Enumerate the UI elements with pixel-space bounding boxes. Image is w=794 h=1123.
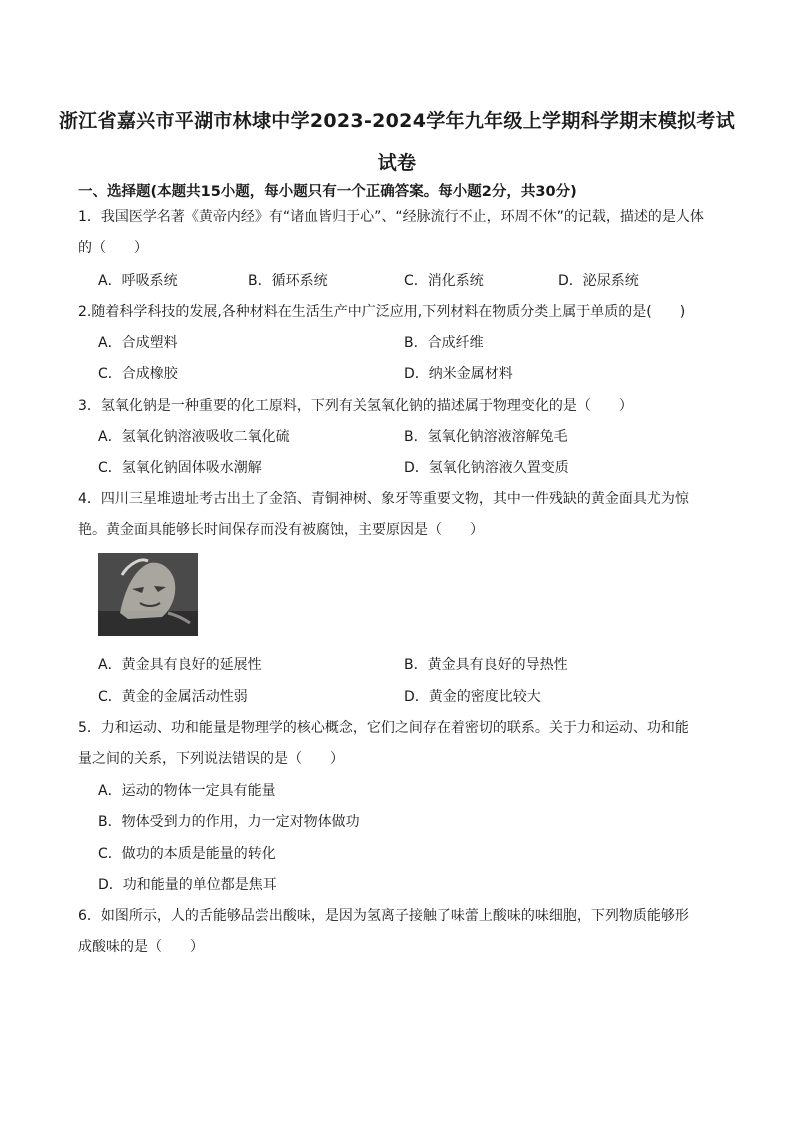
question-4-option-a: A．黄金具有良好的延展性 bbox=[98, 657, 262, 673]
question-1-text: 1．我国医学名著《黄帝内经》有“诸血皆归于心”、“经脉流行不止，环周不休”的记载，描述的是人体 bbox=[78, 209, 704, 225]
question-6-text: 6．如图所示，人的舌能够品尝出酸味，是因为氢离子接触了味蕾上酸味的味细胞，下列物质能够形 bbox=[78, 908, 689, 924]
question-4-option-c: C．黄金的金属活动性弱 bbox=[98, 689, 248, 705]
question-4-text: 4．四川三星堆遗址考古出土了金箔、青铜神树、象牙等重要文物，其中一件残缺的黄金面具尤为惊 bbox=[78, 491, 689, 507]
question-5-option-c: C．做功的本质是能量的转化 bbox=[98, 846, 276, 862]
question-4-option-b: B．黄金具有良好的导热性 bbox=[404, 657, 568, 673]
question-5-text-cont: 量之间的关系，下列说法错误的是（ ） bbox=[78, 751, 344, 767]
question-3-option-a: A．氢氧化钠溶液吸收二氧化硫 bbox=[98, 429, 290, 445]
question-2-option-a: A．合成塑料 bbox=[98, 335, 178, 351]
question-2-option-b: B．合成纤维 bbox=[404, 335, 484, 351]
question-3-option-d: D．氢氧化钠溶液久置变质 bbox=[404, 460, 569, 476]
question-2-text: 2.随着科学科技的发展,各种材料在生活生产中广泛应用,下列材料在物质分类上属于单质的是( ) bbox=[78, 304, 686, 320]
question-5-text: 5．力和运动、功和能量是物理学的核心概念，它们之间存在着密切的联系。关于力和运动、功和能 bbox=[78, 720, 689, 736]
question-3-text: 3．氢氧化钠是一种重要的化工原料，下列有关氢氧化钠的描述属于物理变化的是（ ） bbox=[78, 398, 633, 414]
exam-title-line2: 试卷 bbox=[377, 152, 417, 174]
gold-mask-image bbox=[98, 553, 198, 636]
question-3-option-b: B．氢氧化钠溶液溶解兔毛 bbox=[404, 429, 568, 445]
question-4-text-cont: 艳。黄金面具能够长时间保存而没有被腐蚀，主要原因是（ ） bbox=[78, 522, 484, 538]
question-5-option-b: B．物体受到力的作用，力一定对物体做功 bbox=[98, 814, 360, 830]
question-2-option-c: C．合成橡胶 bbox=[98, 366, 178, 382]
exam-title-line1: 浙江省嘉兴市平湖市林埭中学2023-2024学年九年级上学期科学期末模拟考试 bbox=[58, 110, 736, 132]
question-2-option-d: D．纳米金属材料 bbox=[404, 366, 513, 382]
question-3-option-c: C．氢氧化钠固体吸水潮解 bbox=[98, 460, 262, 476]
question-1-option-a: A．呼吸系统 bbox=[98, 273, 178, 289]
question-4-option-d: D．黄金的密度比较大 bbox=[404, 689, 541, 705]
question-1-option-c: C．消化系统 bbox=[404, 273, 484, 289]
question-1-text-cont: 的（ ） bbox=[78, 240, 148, 256]
question-1-option-b: B．循环系统 bbox=[248, 273, 328, 289]
question-5-option-a: A．运动的物体一定具有能量 bbox=[98, 783, 276, 799]
section-heading-choice: 一、选择题(本题共15小题，每小题只有一个正确答案。每小题2分，共30分) bbox=[78, 184, 577, 200]
gold-mask-photo bbox=[98, 553, 198, 636]
question-5-option-d: D．功和能量的单位都是焦耳 bbox=[98, 877, 277, 893]
question-1-option-d: D．泌尿系统 bbox=[558, 273, 639, 289]
question-6-text-cont: 成酸味的是（ ） bbox=[78, 939, 204, 955]
